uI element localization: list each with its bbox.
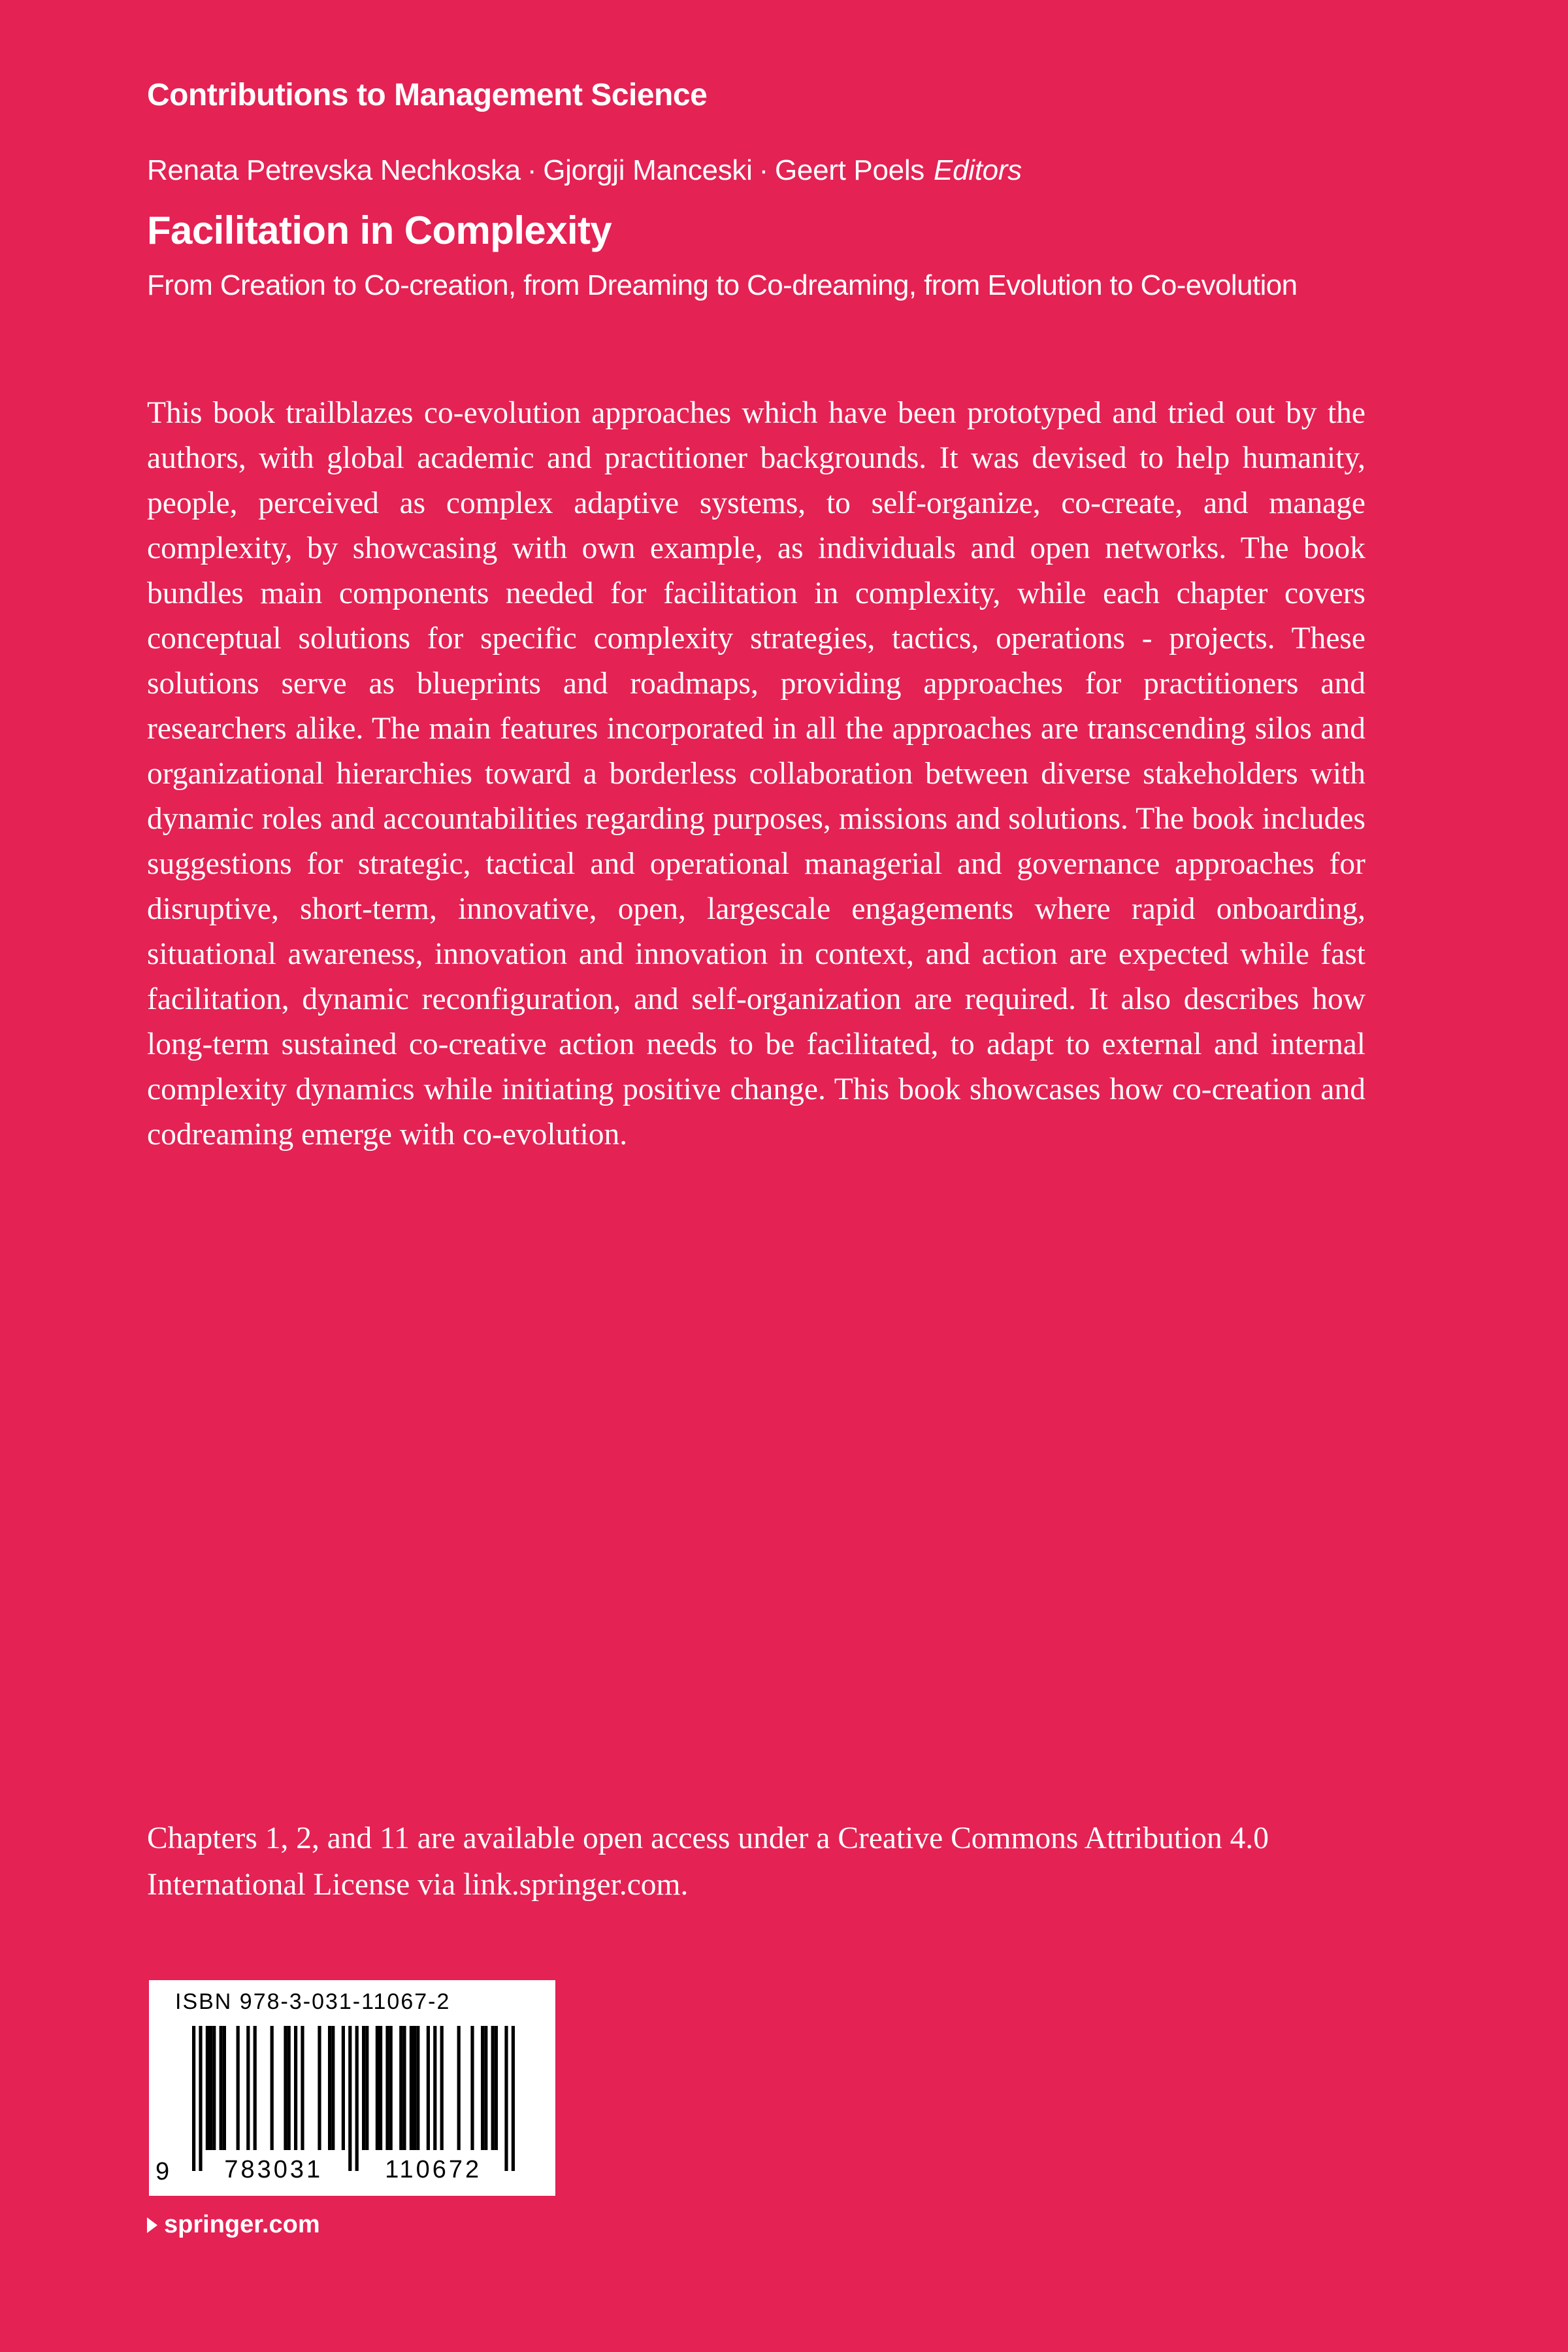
barcode-first-digit: 9 bbox=[155, 2158, 170, 2185]
barcode-digits: 110672 bbox=[385, 2156, 482, 2183]
barcode-bar bbox=[253, 2026, 257, 2150]
barcode-bar bbox=[294, 2026, 297, 2150]
barcode-bar bbox=[385, 2026, 389, 2150]
barcode-bar bbox=[402, 2026, 406, 2150]
barcode-bar bbox=[379, 2026, 382, 2150]
barcode-bar bbox=[413, 2026, 416, 2150]
barcode-guard-bar bbox=[192, 2026, 195, 2171]
barcode-bar bbox=[427, 2026, 430, 2150]
editors-role: Editors bbox=[934, 154, 1022, 186]
book-description: This book trailblazes co-evolution approaches which have been prototyped and tried out by the authors, with global academic and practitioner backgrounds. It was devised to help humanity, people, perceived as complex adaptive systems, to self-organize, co-create, and manage complexity, by showcasing with own example, as individuals and open networks. The book bundles main components needed for facilitation in complexity, while each chapter covers conceptual solutions for specific complexity strategies, tactics, operations - projects. These solutions serve as blueprints and roadmaps, providing approaches for practitioners and researchers alike. The main features incorporated in all the approaches are transcending silos and organizational hierarchies toward a borderless collaboration between diverse stakeholders with dynamic roles and accountabilities regarding purposes, missions and solutions. The book includes suggestions for strategic, tactical and operational managerial and governance approaches for disruptive, short-term, innovative, open, largescale engagements where rapid onboarding, situational awareness, innovation and innovation in context, and action are expected while fast facilitation, dynamic reconfiguration, and self-organization are required. It also describes how long-term sustained co-creative action needs to be facilitated, to adapt to external and internal complexity dynamics while initiating positive change. This book showcases how co-creation and codreaming emerge with co-evolution. bbox=[147, 396, 1365, 1151]
barcode-bar bbox=[342, 2026, 345, 2150]
book-subtitle: From Creation to Co-creation, from Dreaming to Co-dreaming, from Evolution to Co-evolution bbox=[147, 269, 1298, 301]
barcode-bar bbox=[416, 2026, 419, 2150]
barcode-bar bbox=[495, 2026, 498, 2150]
editor-name: Geert Poels bbox=[774, 154, 925, 186]
barcode-graphic bbox=[149, 1980, 555, 2196]
barcode-bar bbox=[270, 2026, 274, 2150]
barcode-guard-bar bbox=[512, 2026, 515, 2171]
barcode-bar bbox=[246, 2026, 250, 2150]
barcode-bar bbox=[212, 2026, 216, 2150]
barcode-bar bbox=[389, 2026, 393, 2150]
barcode-bar bbox=[410, 2026, 413, 2150]
editor-separator: · bbox=[759, 154, 768, 186]
barcode-bar bbox=[484, 2026, 487, 2150]
barcode-guard-bar bbox=[348, 2026, 351, 2171]
barcode-guard-bar bbox=[199, 2026, 202, 2171]
barcode-bar bbox=[301, 2026, 304, 2150]
editors-line bbox=[147, 154, 1022, 187]
barcode-guard-bar bbox=[504, 2026, 508, 2171]
barcode-bar bbox=[433, 2026, 436, 2150]
barcode-bar bbox=[376, 2026, 379, 2150]
editor-name: Gjorgji Manceski bbox=[543, 154, 753, 186]
barcode-bar bbox=[237, 2026, 240, 2150]
triangle-right-icon bbox=[147, 2217, 157, 2233]
barcode-bar bbox=[399, 2026, 402, 2150]
editor-separator: · bbox=[527, 154, 537, 186]
barcode-digits: 783031 bbox=[224, 2156, 323, 2183]
barcode-bar bbox=[365, 2026, 368, 2150]
barcode-bar bbox=[481, 2026, 484, 2150]
barcode-bar bbox=[318, 2026, 321, 2150]
barcode-bar bbox=[287, 2026, 291, 2150]
editor-name: Renata Petrevska Nechkoska bbox=[147, 154, 521, 186]
isbn-label: ISBN 978-3-031-11067-2 bbox=[175, 1989, 451, 2014]
book-title: Facilitation in Complexity bbox=[147, 208, 612, 252]
barcode-bar bbox=[331, 2026, 335, 2150]
open-access-note: Chapters 1, 2, and 11 are available open access under a Creative Commons Attribution 4.0 International License via link.springer.com. bbox=[147, 1821, 1269, 1902]
publisher-website bbox=[147, 2211, 320, 2239]
barcode-bar bbox=[470, 2026, 474, 2150]
isbn-barcode-box bbox=[149, 1980, 555, 2196]
series-name: Contributions to Management Science bbox=[147, 78, 708, 112]
barcode-bar bbox=[284, 2026, 287, 2150]
barcode-bar bbox=[206, 2026, 209, 2150]
barcode-bar bbox=[457, 2026, 461, 2150]
barcode-bar bbox=[328, 2026, 331, 2150]
barcode-bar bbox=[209, 2026, 212, 2150]
barcode-bar bbox=[223, 2026, 226, 2150]
barcode-bar bbox=[491, 2026, 495, 2150]
website-label: springer.com bbox=[164, 2211, 320, 2238]
barcode-guard-bar bbox=[355, 2026, 359, 2171]
barcode-bar bbox=[362, 2026, 365, 2150]
barcode-bar bbox=[440, 2026, 444, 2150]
barcode-bar bbox=[220, 2026, 223, 2150]
